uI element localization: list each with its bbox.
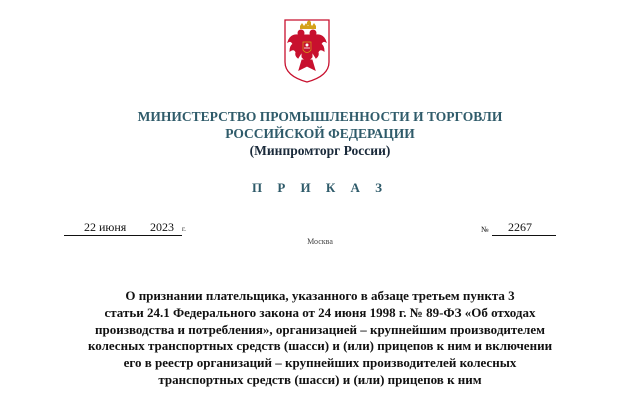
ministry-name-block	[0, 108, 640, 159]
title-line: О признании плательщика, указанного в абзаце третьем пункта 3	[125, 288, 515, 303]
russian-coat-of-arms-icon	[283, 18, 331, 84]
ministry-short-name: (Минпромторг России)	[249, 143, 391, 158]
title-line: транспортных средств (шасси) и (или) прицепов к ним	[158, 371, 482, 387]
document-date: 22 июня	[84, 220, 127, 234]
title-line: статьи 24.1 Федерального закона от 24 июня 1998 г. № 89-ФЗ «Об отходах	[104, 304, 536, 320]
ministry-name-line-2: РОССИЙСКОЙ ФЕДЕРАЦИИ	[225, 126, 415, 141]
number-sign: №	[481, 225, 489, 234]
document-year: 2023	[150, 220, 174, 234]
document-type-heading: П Р И К А З	[251, 180, 389, 195]
year-suffix: г.	[182, 225, 186, 233]
document-title	[40, 288, 600, 389]
document-number: 2267	[508, 220, 532, 234]
title-line: колесных транспортных средств (шасси) и (или) прицепов к ним и включении	[87, 338, 553, 354]
document-city: Москва	[307, 237, 333, 246]
ministry-name-line-1: МИНИСТЕРСТВО ПРОМЫШЛЕННОСТИ И ТОРГОВЛИ	[137, 109, 503, 124]
title-line: производства и потребления», организацией – крупнейшим производителем	[95, 321, 545, 337]
title-line: его в реестр организаций – крупнейших производителей колесных	[123, 355, 517, 371]
